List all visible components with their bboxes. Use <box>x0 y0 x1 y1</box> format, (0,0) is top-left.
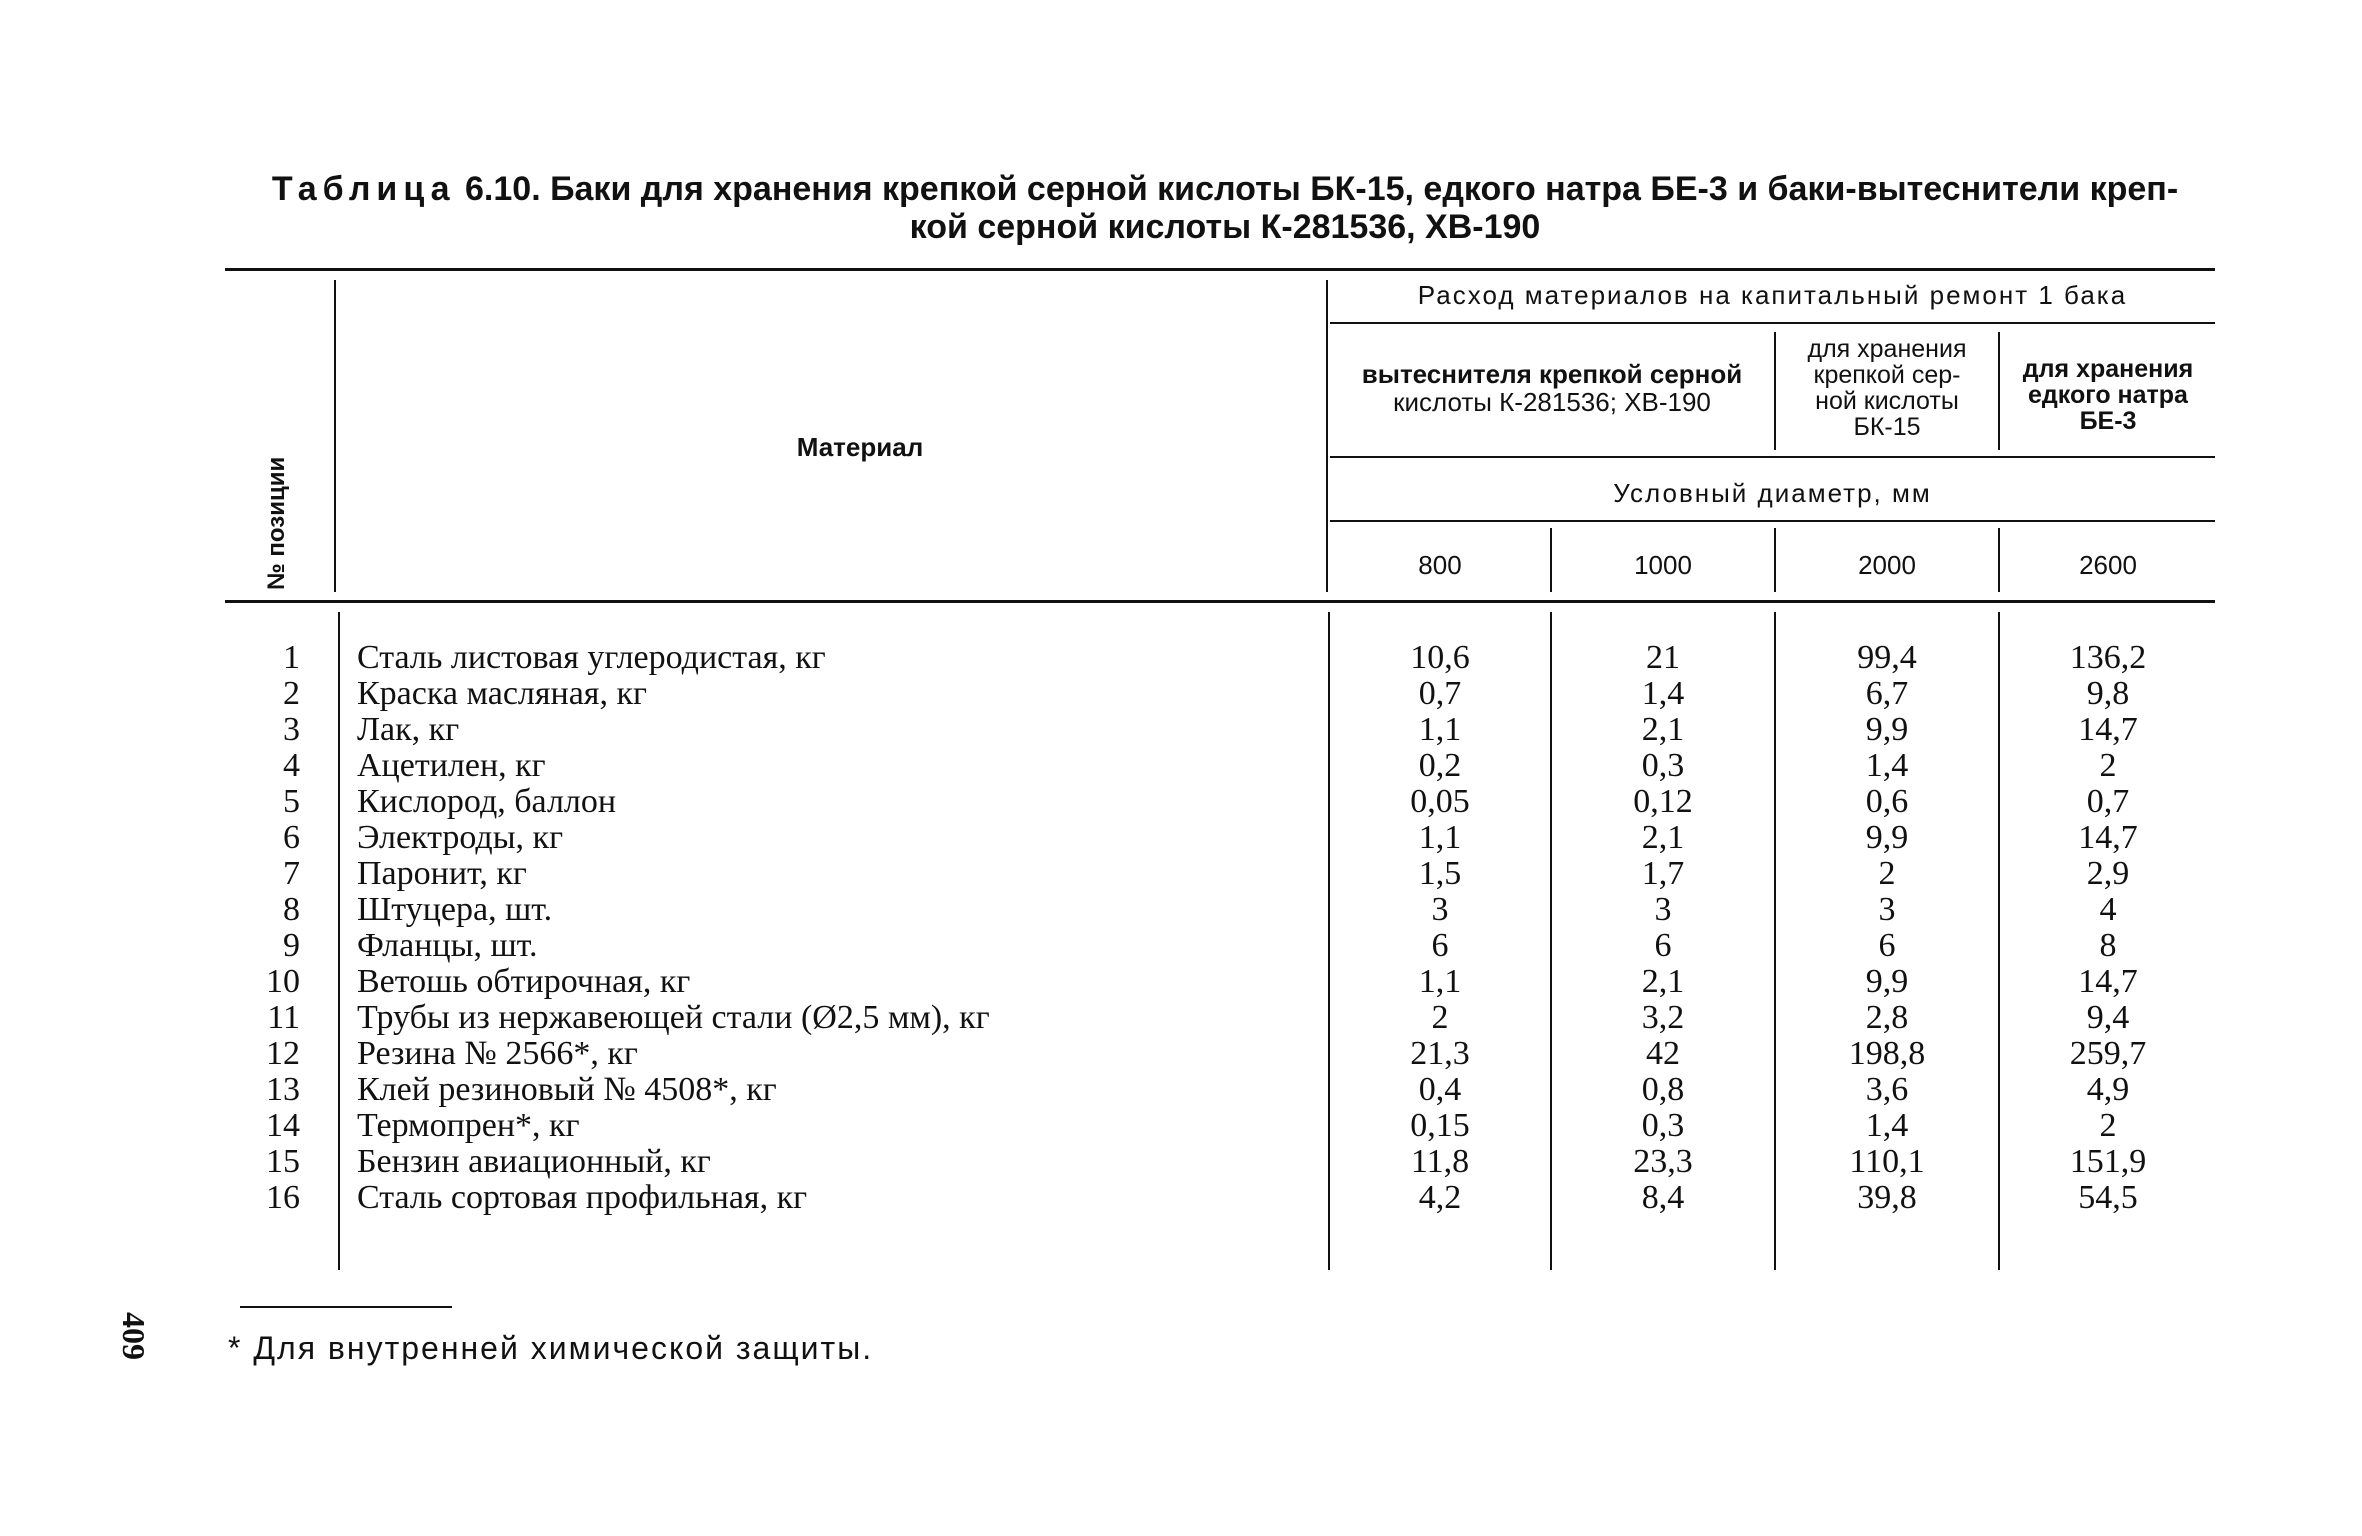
row-value-d3: 9,9 <box>1865 711 1909 748</box>
row-value-d1: 21,3 <box>1410 1035 1470 1072</box>
row-value-d4: 0,7 <box>2086 783 2130 820</box>
row-material: Бензин авиационный, кг <box>357 1143 711 1180</box>
group1-line1: вытеснителя крепкой серной <box>1361 359 1743 389</box>
row-value-d4: 151,9 <box>2069 1143 2147 1180</box>
row-value-d4: 54,5 <box>2078 1179 2138 1216</box>
row-value-d1: 0,2 <box>1418 747 1462 784</box>
row-value-d1: 0,05 <box>1410 783 1470 820</box>
header-divider-d3 <box>1998 528 2000 592</box>
diameter-2600: 2600 <box>2079 550 2137 580</box>
header-divider-d2 <box>1774 528 1776 592</box>
row-value-d1: 3 <box>1431 891 1449 928</box>
row-material: Паронит, кг <box>357 855 527 892</box>
row-value-d1: 1,1 <box>1418 963 1462 1000</box>
expense-underline <box>1330 322 2215 324</box>
table-title-line2: кой серной кислоты К-281536, ХВ-190 <box>909 208 1541 246</box>
page-number: 409 <box>116 1312 152 1360</box>
row-value-d2: 23,3 <box>1633 1143 1693 1180</box>
row-value-d3: 1,4 <box>1865 747 1909 784</box>
row-number: 1 <box>283 639 300 676</box>
row-material: Кислород, баллон <box>357 783 617 820</box>
diameter-1000: 1000 <box>1634 550 1692 580</box>
row-number: 16 <box>266 1179 300 1216</box>
row-value-d3: 6 <box>1878 927 1896 964</box>
position-header: № позиции <box>263 456 290 590</box>
row-value-d2: 1,4 <box>1641 675 1685 712</box>
row-material: Клей резиновый № 4508*, кг <box>357 1071 777 1108</box>
diameter-800: 800 <box>1418 550 1462 580</box>
row-material: Краска масляная, кг <box>357 675 647 712</box>
row-value-d2: 6 <box>1654 927 1672 964</box>
row-value-d4: 259,7 <box>2069 1035 2147 1072</box>
table-top-rule <box>225 268 2215 271</box>
row-value-d4: 14,7 <box>2078 819 2138 856</box>
diameter-2000: 2000 <box>1858 550 1916 580</box>
row-value-d3: 2,8 <box>1865 999 1909 1036</box>
row-material: Электроды, кг <box>357 819 564 856</box>
row-number: 12 <box>266 1035 300 1072</box>
footnote-rule <box>240 1306 452 1308</box>
row-material: Фланцы, шт. <box>357 927 538 964</box>
row-value-d2: 1,7 <box>1641 855 1685 892</box>
group1-header <box>1332 360 1772 416</box>
row-number: 10 <box>266 963 300 1000</box>
header-divider-pos <box>334 280 336 592</box>
row-value-d2: 0,12 <box>1633 783 1693 820</box>
row-value-d3: 2 <box>1878 855 1896 892</box>
row-material: Сталь сортовая профильная, кг <box>357 1179 808 1216</box>
row-number: 13 <box>266 1071 300 1108</box>
row-number: 11 <box>267 999 300 1036</box>
row-value-d4: 8 <box>2099 927 2117 964</box>
row-value-d1: 0,7 <box>1418 675 1462 712</box>
diameter-header: Условный диаметр, мм <box>1613 478 1932 508</box>
row-number: 7 <box>283 855 300 892</box>
group1-line2: кислоты К-281536; ХВ-190 <box>1393 387 1711 417</box>
header-divider-g12 <box>1774 332 1776 450</box>
row-value-d1: 1,5 <box>1418 855 1462 892</box>
row-value-d2: 21 <box>1646 639 1680 676</box>
row-value-d1: 2 <box>1431 999 1449 1036</box>
row-material: Трубы из нержавеющей стали (Ø2,5 мм), кг <box>357 999 990 1036</box>
body-divider-d1 <box>1550 612 1552 1270</box>
group2-line1: для хранения <box>1807 335 1967 363</box>
row-value-d2: 8,4 <box>1641 1179 1685 1216</box>
row-material: Термопрен*, кг <box>357 1107 580 1144</box>
expense-header: Расход материалов на капитальный ремонт 1 бака <box>1417 280 2128 310</box>
row-value-d4: 14,7 <box>2078 711 2138 748</box>
row-value-d2: 42 <box>1646 1035 1680 1072</box>
diameter-underline <box>1330 520 2215 522</box>
row-value-d2: 3 <box>1654 891 1672 928</box>
group2-line2: крепкой сер- <box>1813 361 1961 389</box>
row-value-d1: 6 <box>1431 927 1449 964</box>
row-value-d1: 10,6 <box>1410 639 1470 676</box>
header-bottom-rule <box>225 600 2215 603</box>
group2-line4: БК-15 <box>1853 413 1921 441</box>
row-number: 3 <box>283 711 300 748</box>
row-value-d2: 0,3 <box>1641 747 1685 784</box>
row-number: 14 <box>266 1107 300 1144</box>
row-value-d1: 1,1 <box>1418 819 1462 856</box>
row-value-d3: 3 <box>1878 891 1896 928</box>
header-divider-material <box>1326 280 1328 592</box>
row-value-d4: 4,9 <box>2086 1071 2130 1108</box>
row-value-d4: 4 <box>2099 891 2117 928</box>
row-number: 4 <box>283 747 300 784</box>
table-title-line1: 6.10. Баки для хранения крепкой серной кислоты БК-15, едкого натра БЕ-3 и баки-вытеснители креп- <box>465 170 2179 208</box>
row-value-d2: 2,1 <box>1641 963 1685 1000</box>
group3-line1: для хранения <box>2022 355 2194 383</box>
group2-line3: ной кислоты <box>1815 387 1959 415</box>
row-number: 9 <box>283 927 300 964</box>
row-value-d3: 99,4 <box>1857 639 1917 676</box>
row-value-d1: 11,8 <box>1410 1143 1470 1180</box>
row-value-d2: 2,1 <box>1641 819 1685 856</box>
row-value-d2: 0,8 <box>1641 1071 1685 1108</box>
row-number: 6 <box>283 819 300 856</box>
row-value-d1: 0,15 <box>1410 1107 1470 1144</box>
row-material: Ацетилен, кг <box>357 747 546 784</box>
row-material: Лак, кг <box>357 711 460 748</box>
group2-header <box>1778 336 1996 440</box>
row-value-d3: 39,8 <box>1857 1179 1917 1216</box>
group3-line2: едкого натра <box>2028 381 2188 409</box>
row-material: Резина № 2566*, кг <box>357 1035 638 1072</box>
row-value-d3: 6,7 <box>1865 675 1909 712</box>
group3-header <box>2002 356 2214 434</box>
row-value-d3: 9,9 <box>1865 963 1909 1000</box>
row-material: Ветошь обтирочная, кг <box>357 963 691 1000</box>
header-divider-g23 <box>1998 332 2000 450</box>
row-number: 2 <box>283 675 300 712</box>
row-value-d4: 9,8 <box>2086 675 2130 712</box>
row-value-d3: 3,6 <box>1865 1071 1909 1108</box>
row-value-d4: 9,4 <box>2086 999 2130 1036</box>
row-value-d4: 136,2 <box>2069 639 2147 676</box>
row-value-d4: 2,9 <box>2086 855 2130 892</box>
row-value-d1: 4,2 <box>1418 1179 1462 1216</box>
row-material: Сталь листовая углеродистая, кг <box>357 639 826 676</box>
row-number: 15 <box>266 1143 300 1180</box>
row-value-d2: 2,1 <box>1641 711 1685 748</box>
row-value-d3: 198,8 <box>1848 1035 1926 1072</box>
footnote: * Для внутренней химической защиты. <box>228 1330 874 1366</box>
body-divider-d3 <box>1998 612 2000 1270</box>
row-value-d1: 1,1 <box>1418 711 1462 748</box>
row-value-d3: 110,1 <box>1849 1143 1925 1180</box>
body-divider-material <box>1328 612 1330 1270</box>
row-number: 8 <box>283 891 300 928</box>
header-divider-d1 <box>1550 528 1552 592</box>
row-value-d2: 0,3 <box>1641 1107 1685 1144</box>
group3-line3: БЕ-3 <box>2079 407 2137 435</box>
row-value-d3: 0,6 <box>1865 783 1909 820</box>
row-value-d2: 3,2 <box>1641 999 1685 1036</box>
table-title <box>225 170 2225 246</box>
row-material: Штуцера, шт. <box>357 891 553 928</box>
body-divider-d2 <box>1774 612 1776 1270</box>
row-value-d3: 1,4 <box>1865 1107 1909 1144</box>
row-value-d4: 14,7 <box>2078 963 2138 1000</box>
row-value-d1: 0,4 <box>1418 1071 1462 1108</box>
row-number: 5 <box>283 783 300 820</box>
row-value-d4: 2 <box>2099 747 2117 784</box>
table-title-label: Таблица <box>271 170 456 208</box>
group-underline <box>1330 456 2215 458</box>
row-value-d4: 2 <box>2099 1107 2117 1144</box>
row-value-d3: 9,9 <box>1865 819 1909 856</box>
body-divider-pos <box>338 612 340 1270</box>
material-header: Материал <box>796 432 924 462</box>
